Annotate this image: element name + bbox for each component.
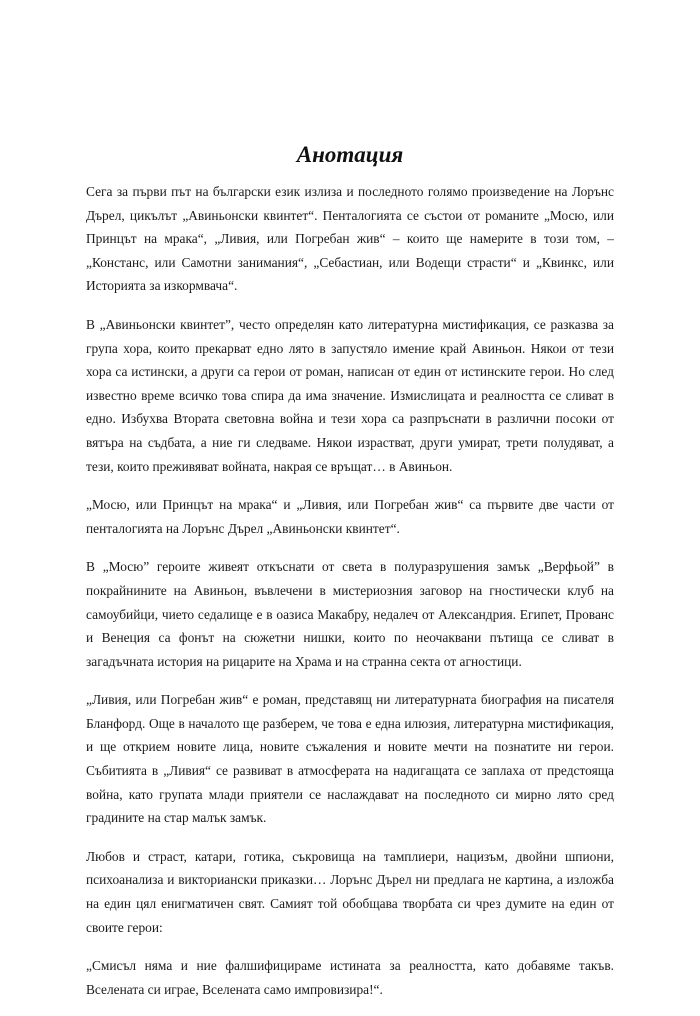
document-page xyxy=(86,140,614,1016)
paragraph-1: Сега за първи път на български език излиза и последното голямо произведение на Лорънс Дърел, цикълът „Авиньонски квинтет“. Пенталогията се състои от романите „Мосю, или Принцът на мрака“, „Ливия, или Погребан жив“ – които ще намерите в този том, – „Констанс, или Самотни занимания“, „Себастиан, или Водещи страсти“ и „Квинкс, или Историята за изкормвача“. xyxy=(86,184,614,294)
paragraph-6: Любов и страст, катари, готика, съкровища на тамплиери, нацизъм, двойни шпиони, психоанализа и викториански приказки… Лорънс Дърел ни предлага не картина, а изложба на един цял енигматичен свят. Самият той обобщава творбата си чрез думите на един от своите герои: xyxy=(86,848,614,935)
paragraph-3: „Мосю, или Принцът на мрака“ и „Ливия, или Погребан жив“ са първите две части от пенталогията на Лорънс Дърел „Авиньонски квинтет“. xyxy=(86,497,614,536)
paragraph-2: В „Авиньонски квинтет”, често определян като литературна мистификация, се разказва за група хора, които прекарват едно лято в запустяло имение край Авиньон. Някои от тези хора са истински, а други са герои от роман, написан от един от истинските герои. Но след известно време всичко това спира да има значение. Измислицата и реалността се сливат в едно. Избухва Втората световна война и тези хора са разпръснати в различни посоки от вятъра на съдбата, а ние ги следваме. Някои израстват, други умират, трети полудяват, а тези, които преживяват войната, накрая се връщат… в Авиньон. xyxy=(86,316,614,474)
paragraph-4: В „Мосю” героите живеят откъснати от света в полуразрушения замък „Верфьой” в покрайнините на Авиньон, въвлечени в мистериозния заговор на гностически клуб на самоубийци, чието седалище е в оазиса Макабру, недалеч от Александрия. Египет, Прованс и Венеция са фонът на сюжетни нишки, които по неочаквани пътища се сливат в загадъчната история на рицарите на Храма и на странна секта от агностици. xyxy=(86,559,614,669)
page-title: Анотация xyxy=(296,142,404,167)
paragraph-5: „Ливия, или Погребан жив“ е роман, представящ ни литературната биография на писателя Бланфорд. Още в началото ще разберем, че това е една илюзия, литературна мистификация, и ще открием новите лица, новите съжаления и новите мечти на познатите ни герои. Събитията в „Ливия“ се развиват в атмосферата на надигащата се заплаха от предстояща война, като групата млади приятели се наслаждават на последното си мирно лято сред градините на стар малък замък. xyxy=(86,692,614,826)
paragraph-7: „Смисъл няма и ние фалшифицираме истината за реалността, като добавяме такъв. Вселената си играе, Вселената само импровизира!“. xyxy=(86,958,614,997)
